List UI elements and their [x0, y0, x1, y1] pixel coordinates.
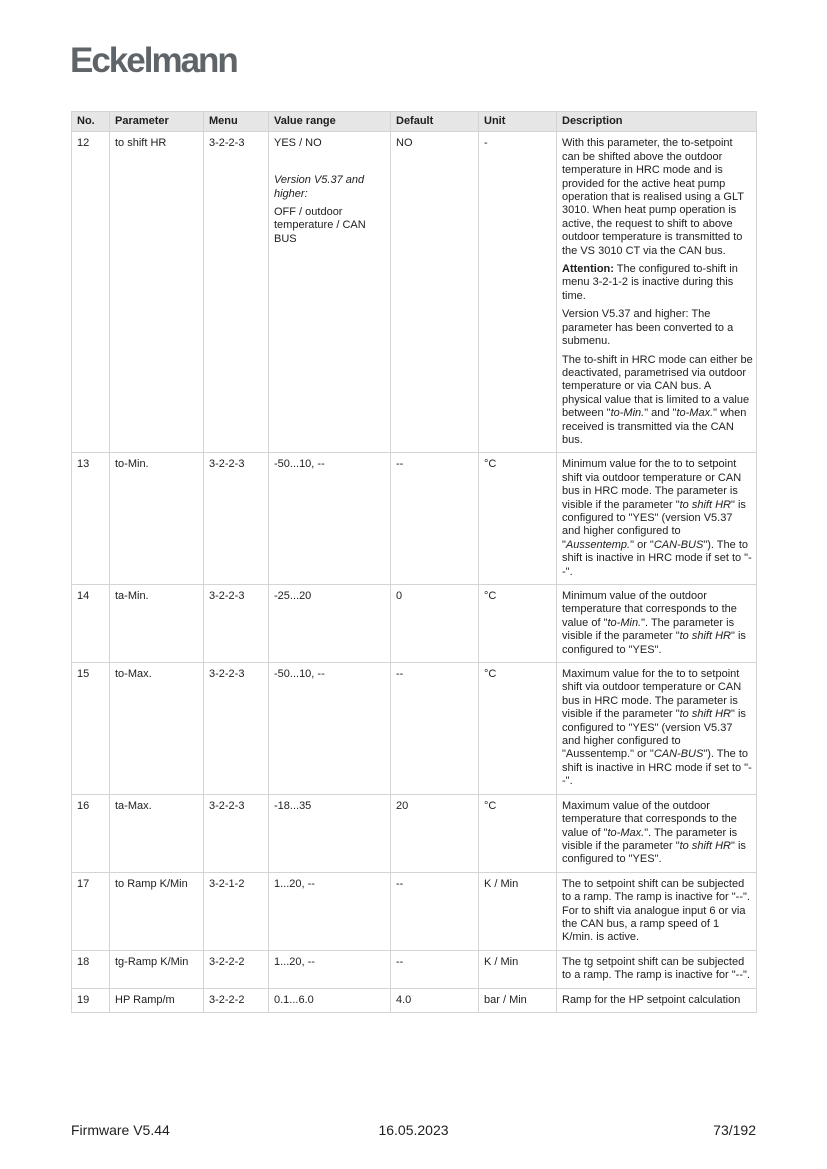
- cell-text: 14: [77, 590, 90, 602]
- cell-text: tg-Ramp K/Min: [115, 955, 189, 968]
- table-head: [72, 112, 757, 132]
- cell-no: [72, 132, 110, 453]
- cell-no: [72, 663, 110, 795]
- text: " or ": [630, 538, 654, 551]
- cell-text: 3-2-2-3: [209, 799, 245, 812]
- paragraph: [562, 354, 753, 448]
- cell-unit: [479, 950, 557, 988]
- cell-no: [72, 988, 110, 1012]
- cell-description: [557, 663, 757, 795]
- cell-text: --: [396, 458, 404, 471]
- col-header-value-range: Value range: [269, 112, 391, 132]
- col-header-default: Default: [391, 112, 479, 132]
- cell-parameter: [110, 132, 204, 453]
- cell-text: --: [396, 668, 404, 681]
- table-row: [72, 663, 757, 795]
- cell-text: 20: [396, 799, 409, 812]
- cell-text: --: [396, 877, 404, 890]
- cell-no: [72, 794, 110, 872]
- cell-text: -: [484, 137, 488, 150]
- italic-text: to-Max.: [607, 826, 645, 839]
- table-row: [72, 585, 757, 663]
- table-row: [72, 794, 757, 872]
- cell-text: -50...10, --: [274, 668, 325, 681]
- text: Minimum value of the outdoor temperature that corresponds to the value of ": [562, 590, 737, 629]
- cell-menu: [204, 872, 269, 950]
- cell-menu: [204, 453, 269, 585]
- col-header-no: No.: [72, 112, 110, 132]
- cell-text: 4.0: [396, 993, 412, 1006]
- cell-default: [391, 872, 479, 950]
- cell-text: 0: [396, 590, 403, 602]
- paragraph: [562, 956, 753, 983]
- cell-text: 15: [77, 668, 90, 681]
- text: "). The to shift is inactive in HRC mode if set to "--".: [562, 538, 752, 578]
- text: ". The parameter is visible if the parameter ": [562, 616, 735, 643]
- cell-parameter: [110, 585, 204, 663]
- paragraph: [562, 994, 753, 1007]
- paragraph: [274, 206, 387, 246]
- cell-menu: [204, 988, 269, 1012]
- italic-text: to shift HR: [679, 839, 731, 852]
- text: " is configured to "YES" (version V5.37 and higher configured to "Aussentemp." or ": [562, 708, 746, 761]
- cell-description: [557, 872, 757, 950]
- cell-unit: [479, 663, 557, 795]
- cell-no: [72, 950, 110, 988]
- cell-text: °C: [484, 458, 497, 471]
- col-header-unit: Unit: [479, 112, 557, 132]
- footer-date: 16.05.2023: [378, 1122, 449, 1138]
- paragraph: [562, 590, 753, 657]
- cell-description: [557, 988, 757, 1012]
- cell-text: bar / Min: [484, 993, 527, 1006]
- paragraph: [562, 668, 753, 789]
- italic-text: Version V5.37 and higher:: [274, 174, 365, 200]
- italic-text: to-Max.: [676, 407, 714, 420]
- cell-parameter: [110, 988, 204, 1012]
- table-row: [72, 950, 757, 988]
- cell-unit: [479, 453, 557, 585]
- text: " when received is transmitted via the CAN bus.: [562, 407, 747, 446]
- cell-default: [391, 585, 479, 663]
- cell-text: 3-2-1-2: [209, 877, 245, 890]
- italic-text: to shift HR: [679, 708, 731, 721]
- cell-description: [557, 950, 757, 988]
- cell-value-range: [269, 872, 391, 950]
- cell-menu: [204, 794, 269, 872]
- italic-text: to-Min.: [610, 407, 645, 420]
- cell-description: [557, 585, 757, 663]
- cell-unit: [479, 585, 557, 663]
- cell-parameter: [110, 794, 204, 872]
- table-body: [72, 132, 757, 1013]
- cell-text: 17: [77, 877, 90, 890]
- paragraph: [274, 156, 387, 169]
- cell-default: [391, 132, 479, 453]
- text: Ramp for the HP setpoint calculation: [562, 993, 741, 1006]
- cell-text: 1...20, --: [274, 955, 315, 968]
- cell-text: °C: [484, 799, 497, 812]
- italic-text: CAN-BUS: [653, 538, 704, 551]
- table-row: [72, 872, 757, 950]
- cell-default: [391, 950, 479, 988]
- text: The configured to-shift in menu 3-2-1-2 is inactive during this time.: [562, 263, 738, 302]
- text: The to setpoint shift can be subjected to a ramp. The ramp is inactive for "--". For to shift via analogue input 6 or via the CAN bus, a ramp speed of 1 K/min. is active.: [562, 877, 750, 944]
- cell-value-range: [269, 950, 391, 988]
- cell-text: 0.1...6.0: [274, 993, 314, 1006]
- text: " is configured to "YES".: [562, 630, 746, 656]
- cell-default: [391, 988, 479, 1012]
- table-row: [72, 453, 757, 585]
- cell-value-range: [269, 794, 391, 872]
- cell-text: HP Ramp/m: [115, 993, 175, 1006]
- paragraph: [274, 137, 387, 150]
- bold-text: Attention:: [562, 263, 614, 276]
- text: ". The parameter is visible if the parameter ": [562, 826, 738, 852]
- cell-default: [391, 453, 479, 585]
- cell-value-range: [269, 132, 391, 453]
- paragraph: [562, 800, 753, 867]
- text: The to-shift in HRC mode can either be deactivated, parametrised via outdoor temperature or via CAN bus. A physical value that is limited to a value between ": [562, 353, 753, 420]
- eckelmann-logo: Eckelmann: [70, 41, 237, 80]
- paragraph: [562, 458, 753, 579]
- cell-text: 3-2-2-2: [209, 993, 245, 1006]
- italic-text: to-Min.: [607, 616, 642, 629]
- cell-text: 3-2-2-3: [209, 668, 245, 681]
- cell-text: 18: [77, 955, 90, 968]
- text: "). The to shift is inactive in HRC mode if set to "--".: [562, 748, 752, 788]
- cell-value-range: [269, 988, 391, 1012]
- footer-firmware-version: Firmware V5.44: [71, 1122, 170, 1138]
- cell-default: [391, 663, 479, 795]
- cell-parameter: [110, 453, 204, 585]
- cell-text: 13: [77, 458, 90, 471]
- paragraph: [274, 174, 387, 201]
- cell-no: [72, 585, 110, 663]
- paragraph: [562, 308, 753, 348]
- col-header-description: Description: [557, 112, 757, 132]
- cell-parameter: [110, 663, 204, 795]
- cell-text: 3-2-2-3: [209, 137, 245, 150]
- cell-text: 12: [77, 137, 90, 150]
- cell-text: -18...35: [274, 799, 312, 812]
- cell-value-range: [269, 663, 391, 795]
- cell-unit: [479, 132, 557, 453]
- italic-text: to shift HR: [679, 498, 731, 511]
- text: " and ": [644, 407, 677, 420]
- table-row: [72, 988, 757, 1012]
- cell-menu: [204, 132, 269, 453]
- text: " is configured to "YES".: [562, 839, 746, 866]
- italic-text: CAN-BUS: [653, 748, 704, 761]
- text: Maximum value for the to to setpoint shift via outdoor temperature or CAN bus in HRC mode. The parameter is visible if the parameter ": [562, 668, 742, 721]
- cell-default: [391, 794, 479, 872]
- cell-parameter: [110, 950, 204, 988]
- cell-text: to-Min.: [115, 458, 149, 471]
- cell-text: K / Min: [484, 877, 519, 890]
- cell-text: NO: [396, 137, 413, 150]
- cell-text: to Ramp K/Min: [115, 877, 188, 890]
- cell-menu: [204, 585, 269, 663]
- cell-unit: [479, 794, 557, 872]
- cell-description: [557, 794, 757, 872]
- paragraph: [562, 263, 753, 303]
- footer-page-number: 73/192: [713, 1122, 756, 1138]
- cell-text: 19: [77, 993, 90, 1006]
- col-header-parameter: Parameter: [110, 112, 204, 132]
- cell-text: °C: [484, 668, 497, 681]
- table-row: [72, 132, 757, 453]
- text: With this parameter, the to-setpoint can be shifted above the outdoor temperature in HRC mode and is provided for the active heat pump operation that is realised using a GLT 3010. When heat pump operation is active, the request to shift to above outdoor temperature is transmitted to the VS 3010 CT via the CAN bus.: [562, 137, 744, 257]
- cell-text: ta-Max.: [115, 799, 152, 812]
- cell-text: K / Min: [484, 955, 519, 968]
- cell-text: 1...20, --: [274, 877, 315, 890]
- paragraph: [562, 137, 753, 258]
- italic-text: Aussentemp.: [565, 538, 631, 551]
- paragraph: [562, 878, 753, 945]
- cell-text: to shift HR: [115, 137, 167, 150]
- cell-parameter: [110, 872, 204, 950]
- cell-text: -50...10, --: [274, 458, 325, 471]
- cell-description: [557, 132, 757, 453]
- cell-text: °C: [484, 590, 497, 602]
- text: OFF / outdoor temperature / CAN BUS: [274, 206, 366, 245]
- text: The tg setpoint shift can be subjected to a ramp. The ramp is inactive for "--".: [562, 955, 750, 982]
- cell-text: 3-2-2-3: [209, 458, 245, 471]
- cell-text: -25...20: [274, 590, 312, 602]
- text: Version V5.37 and higher: The parameter has been converted to a submenu.: [562, 308, 734, 348]
- table-header-row: [72, 112, 757, 132]
- cell-text: --: [396, 955, 404, 968]
- cell-no: [72, 872, 110, 950]
- text: " is configured to "YES" (version V5.37 and higher configured to ": [562, 498, 746, 551]
- cell-unit: [479, 988, 557, 1012]
- cell-unit: [479, 872, 557, 950]
- col-header-menu: Menu: [204, 112, 269, 132]
- cell-text: 3-2-2-2: [209, 955, 245, 968]
- cell-description: [557, 453, 757, 585]
- cell-menu: [204, 950, 269, 988]
- cell-text: to-Max.: [115, 668, 152, 681]
- cell-text: 3-2-2-3: [209, 590, 245, 602]
- cell-value-range: [269, 453, 391, 585]
- cell-no: [72, 453, 110, 585]
- text: YES / NO: [274, 137, 322, 150]
- cell-menu: [204, 663, 269, 795]
- cell-text: 16: [77, 799, 90, 812]
- text: Minimum value for the to to setpoint shift via outdoor temperature or CAN bus in HRC mode. The parameter is visible if the parameter ": [562, 458, 742, 511]
- cell-value-range: [269, 585, 391, 663]
- parameter-table: [71, 111, 757, 1013]
- text: Maximum value of the outdoor temperature that corresponds to the value of ": [562, 799, 737, 839]
- italic-text: to shift HR: [679, 630, 731, 643]
- cell-text: ta-Min.: [115, 590, 149, 602]
